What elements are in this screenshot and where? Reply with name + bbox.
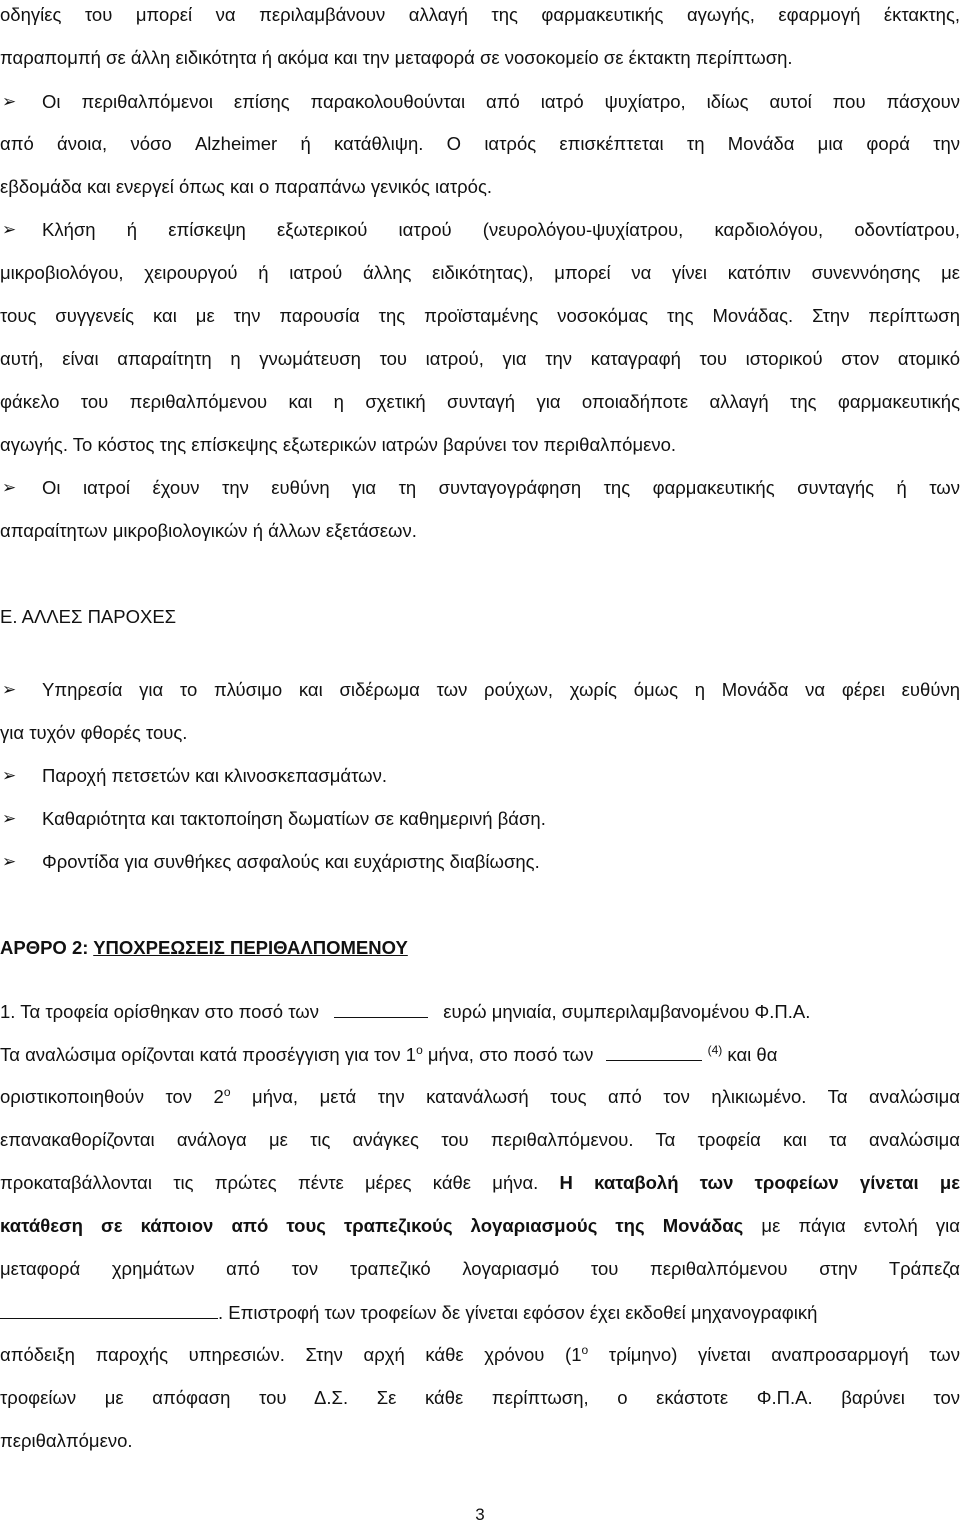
page-number: 3 xyxy=(475,1505,485,1524)
list-item: Φροντίδα για συνθήκες ασφαλούς και ευχάριστης διαβίωσης. xyxy=(42,851,540,872)
article-heading-title: ΥΠΟΧΡΕΩΣΕΙΣ ΠΕΡΙΘΑΛΠΟΜΕΝΟΥ xyxy=(93,937,408,958)
footnote-ref: (4) xyxy=(707,1043,723,1057)
arrow-bullet-icon: ➢ xyxy=(2,92,17,111)
paragraph-line: παραπομπή σε άλλη ειδικότητα ή ακόμα και την μεταφορά σε νοσοκομείο σε έκτακτη περίπτωση. xyxy=(0,47,793,68)
arrow-bullet-icon: ➢ xyxy=(2,766,17,785)
list-item: για τυχόν φθορές τους. xyxy=(0,722,188,743)
amount-blank xyxy=(606,1043,702,1061)
article-text: προκαταβάλλονται τις πρώτες πέντε μέρες κάθε μήνα. xyxy=(0,1172,560,1193)
bullet-line: από άνοια, νόσο Alzheimer ή κατάθλιψη. Ο ιατρός επισκέπτεται τη Μονάδα μια φορά την xyxy=(0,133,960,154)
list-item: Παροχή πετσετών και κλινοσκεπασμάτων. xyxy=(42,765,387,786)
bullet-line: Οι ιατροί έχουν την ευθύνη για τη συνταγογράφηση της φαρμακευτικής συνταγής ή των xyxy=(42,477,960,498)
article-line xyxy=(0,1043,960,1066)
bullet-line: αγωγής. Το κόστος της επίσκεψης εξωτερικών ιατρών βαρύνει τον περιθαλπόμενο. xyxy=(0,434,677,455)
article-bold-text: κατάθεση σε κάποιον από τους τραπεζικούς λογαριασμούς της Μονάδας xyxy=(0,1215,744,1236)
article-line xyxy=(0,1086,960,1108)
fees-text: 1. Τα τροφεία ορίσθηκαν στο ποσό των xyxy=(0,1001,319,1022)
list-item: Καθαριότητα και τακτοποίηση δωματίων σε καθημερινή βάση. xyxy=(42,808,546,829)
article-line: περιθαλπόμενο. xyxy=(0,1430,133,1451)
article-line: επανακαθορίζονται ανάλογα με τις ανάγκες του περιθαλπόμενου. Τα τροφεία και τα αναλώσιμα xyxy=(0,1129,960,1150)
article-line xyxy=(0,1215,960,1237)
article-bold-text: Η καταβολή των τροφείων γίνεται με xyxy=(559,1172,960,1193)
bullet-line: εβδομάδα και ενεργεί όπως και ο παραπάνω γενικός ιατρός. xyxy=(0,176,493,197)
fees-text-cont: ευρώ μηνιαία, συμπεριλαμβανομένου Φ.Π.Α. xyxy=(443,1001,811,1022)
bullet-line: Οι περιθαλπόμενοι επίσης παρακολουθούνται από ιατρό ψυχίατρο, ιδίως αυτοί που πάσχουν xyxy=(42,91,960,112)
list-item: Υπηρεσία για το πλύσιμο και σιδέρωμα των ρούχων, χωρίς όμως η Μονάδα να φέρει ευθύνη xyxy=(42,679,960,700)
article-line xyxy=(0,1172,960,1194)
article-text: τρίμηνο) γίνεται αναπροσαρμογή των xyxy=(588,1344,960,1365)
article-text: . Επιστροφή των τροφείων δε γίνεται εφόσον έχει εκδοθεί μηχανογραφική xyxy=(218,1302,818,1323)
article-line xyxy=(0,1000,960,1023)
superscript: ο xyxy=(223,1085,231,1099)
paragraph-line: οδηγίες του μπορεί να περιλαμβάνουν αλλαγή της φαρμακευτικής αγωγής, εφαρμογή έκτακτης, xyxy=(0,4,960,25)
arrow-bullet-icon: ➢ xyxy=(2,220,17,239)
article-line xyxy=(0,1344,960,1366)
bullet-line: Κλήση ή επίσκεψη εξωτερικού ιατρού (νευρολόγου-ψυχίατρου, καρδιολόγου, οδοντίατρου, xyxy=(42,219,960,240)
consumables-text-end: και θα xyxy=(722,1044,778,1065)
arrow-bullet-icon: ➢ xyxy=(2,809,17,828)
amount-blank xyxy=(334,1000,428,1018)
bullet-line: τους συγγενείς και με την παρουσία της προϊσταμένης νοσοκόμας της Μονάδας. Στην περίπτωση xyxy=(0,305,960,326)
article-line: μεταφορά χρημάτων από τον τραπεζικό λογαριασμό του περιθαλπόμενου στην Τράπεζα xyxy=(0,1258,960,1279)
article-heading-prefix: ΑΡΘΡΟ 2: xyxy=(0,937,94,958)
article-heading xyxy=(0,937,960,959)
superscript: ο xyxy=(581,1343,589,1357)
section-heading: Ε. ΑΛΛΕΣ ΠΑΡΟΧΕΣ xyxy=(0,606,177,627)
article-text: μήνα, μετά την κατανάλωσή τους από τον ηλικιωμένο. Τα αναλώσιμα xyxy=(230,1086,960,1107)
superscript: ο xyxy=(416,1043,423,1057)
article-text: οριστικοποιηθούν τον 2 xyxy=(0,1086,224,1107)
bullet-line: μικροβιολόγου, χειρουργού ή ιατρού άλλης ειδικότητας), μπορεί να γίνει κατόπιν συνεννόησης με xyxy=(0,262,960,283)
article-text: απόδειξη παροχής υπηρεσιών. Στην αρχή κάθε χρόνου (1 xyxy=(0,1344,582,1365)
bank-name-blank xyxy=(0,1301,218,1319)
article-text: με πάγια εντολή για xyxy=(743,1215,960,1236)
arrow-bullet-icon: ➢ xyxy=(2,478,17,497)
bullet-line: αυτή, είναι απαραίτητη η γνωμάτευση του ιατρού, για την καταγραφή του ιστορικού στον ατομικό xyxy=(0,348,960,369)
consumables-text-cont: μήνα, στο ποσό των xyxy=(422,1044,594,1065)
arrow-bullet-icon: ➢ xyxy=(2,680,17,699)
article-line: τροφείων με απόφαση του Δ.Σ. Σε κάθε περίπτωση, ο εκάστοτε Φ.Π.Α. βαρύνει τον xyxy=(0,1387,960,1408)
article-line xyxy=(0,1301,960,1324)
consumables-text: Τα αναλώσιμα ορίζονται κατά προσέγγιση για τον 1 xyxy=(0,1044,417,1065)
bullet-line: απαραίτητων μικροβιολογικών ή άλλων εξετάσεων. xyxy=(0,520,417,541)
arrow-bullet-icon: ➢ xyxy=(2,852,17,871)
bullet-line: φάκελο του περιθαλπόμενου και η σχετική συνταγή για οποιαδήποτε αλλαγή της φαρμακευτικής xyxy=(0,391,960,412)
